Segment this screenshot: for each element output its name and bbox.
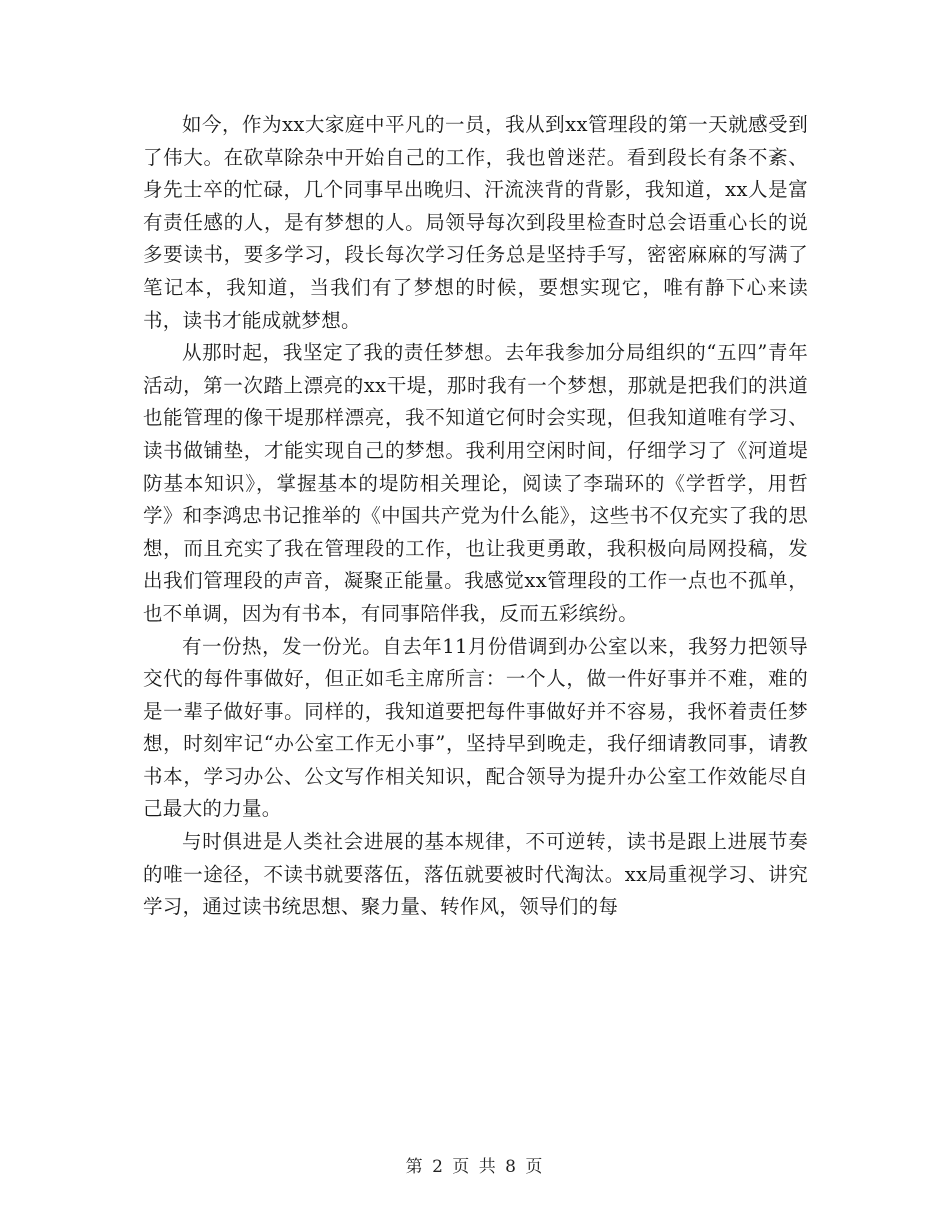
- paragraph: 从那时起，我坚定了我的责任梦想。去年我参加分局组织的“五四”青年活动，第一次踏上漂亮的xx干堤，那时我有一个梦想，那就是把我们的洪道也能管理的像干堤那样漂亮，我不知道它何时会实现，但我知道唯有学习、读书做铺垫，才能实现自己的梦想。我利用空闲时间，仔细学习了《河道堤防基本知识》，掌握基本的堤防相关理论，阅读了李瑞环的《学哲学，用哲学》和李鸿忠书记推举的《中国共产党为什么能》，这些书不仅充实了我的思想，而且充实了我在管理段的工作，也让我更勇敢，我积极向局网投稿，发出我们管理段的声音，凝聚正能量。我感觉xx管理段的工作一点也不孤单，也不单调，因为有书本，有同事陪伴我，反而五彩缤纷。: [143, 341, 808, 625]
- paragraph: 与时俱进是人类社会进展的基本规律，不可逆转，读书是跟上进展节奏的唯一途径，不读书就要落伍，落伍就要被时代淘汰。xx局重视学习、讲究学习，通过读书统思想、聚力量、转作风，领导们的每: [143, 830, 808, 919]
- paragraph: 如今，作为xx大家庭中平凡的一员，我从到xx管理段的第一天就感受到了伟大。在砍草除杂中开始自己的工作，我也曾迷茫。看到段长有条不紊、身先士卒的忙碌，几个同事早出晚归、汗流浃背的背影，我知道，xx人是富有责任感的人，是有梦想的人。局领导每次到段里检查时总会语重心长的说多要读书，要多学习，段长每次学习任务总是坚持手写，密密麻麻的写满了笔记本，我知道，当我们有了梦想的时候，要想实现它，唯有静下心来读书，读书才能成就梦想。: [143, 113, 808, 332]
- document-body: [143, 109, 808, 924]
- page-footer: 第 2 页 共 8 页: [405, 1157, 545, 1177]
- paragraph: 有一份热，发一份光。自去年11月份借调到办公室以来，我努力把领导交代的每件事做好，但正如毛主席所言：一个人，做一件好事并不难，难的是一辈子做好事。同样的，我知道要把每件事做好并不容易，我怀着责任梦想，时刻牢记“办公室工作无小事”，坚持早到晚走，我仔细请教同事，请教书本，学习办公、公文写作相关知识，配合领导为提升办公室工作效能尽自己最大的力量。: [143, 634, 808, 821]
